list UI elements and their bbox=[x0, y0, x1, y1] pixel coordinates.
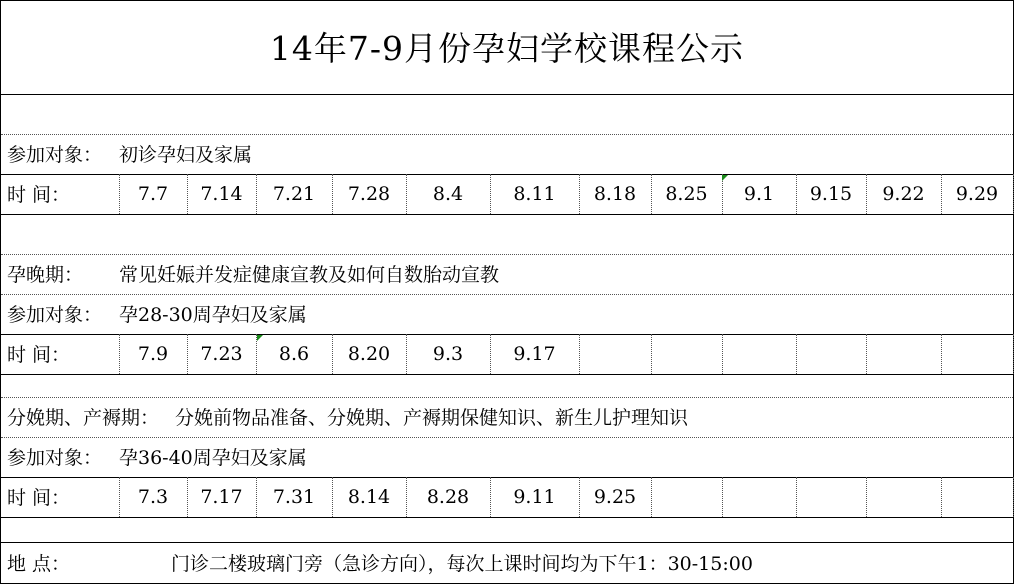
cell-divider bbox=[796, 477, 797, 517]
section3-audience-label: 参加对象： bbox=[7, 447, 103, 469]
row-divider bbox=[1, 374, 1013, 375]
row-divider bbox=[1, 517, 1013, 518]
cell-divider bbox=[722, 477, 723, 517]
date-cell: 8.4 bbox=[432, 183, 464, 205]
date-cell: 8.28 bbox=[426, 486, 470, 508]
date-cell: 7.28 bbox=[347, 183, 391, 205]
comment-marker bbox=[257, 335, 263, 341]
row-divider bbox=[1, 477, 1013, 478]
date-cell: 8.25 bbox=[665, 183, 708, 205]
date-cell: 7.9 bbox=[137, 343, 169, 365]
section2-audience: 孕28-30周孕妇及家属 bbox=[119, 304, 307, 326]
date-cell: 7.31 bbox=[272, 486, 316, 508]
date-cell: 7.17 bbox=[200, 486, 243, 508]
row-divider bbox=[1, 542, 1013, 543]
date-cell: 9.3 bbox=[432, 343, 464, 365]
cell-divider bbox=[579, 334, 580, 374]
cell-divider bbox=[866, 334, 867, 374]
row-divider bbox=[1, 437, 1013, 438]
page-title: 14年7-9月份孕妇学校课程公示 bbox=[269, 29, 745, 68]
date-cell: 7.23 bbox=[200, 343, 243, 365]
date-cell: 8.18 bbox=[593, 183, 637, 205]
section2-stage-label: 孕晚期： bbox=[7, 264, 84, 286]
row-divider bbox=[1, 214, 1013, 215]
date-cell: 9.15 bbox=[809, 183, 853, 205]
cell-divider bbox=[941, 477, 942, 517]
cell-divider bbox=[866, 477, 867, 517]
date-cell: 8.14 bbox=[347, 486, 391, 508]
date-cell: 7.3 bbox=[137, 486, 169, 508]
section3-time-label: 时 间： bbox=[7, 487, 71, 509]
date-cell: 9.29 bbox=[955, 183, 999, 205]
section3-stage-label: 分娩期、产褥期： bbox=[7, 407, 160, 429]
cell-divider bbox=[941, 334, 942, 374]
cell-divider bbox=[796, 334, 797, 374]
date-cell: 9.11 bbox=[513, 486, 556, 508]
row-divider bbox=[1, 254, 1013, 255]
date-cell: 9.1 bbox=[743, 183, 775, 205]
row-divider bbox=[1, 397, 1013, 398]
date-cell: 9.22 bbox=[882, 183, 925, 205]
section1-audience-label: 参加对象： bbox=[7, 144, 103, 166]
section2-topic: 常见妊娠并发症健康宣教及如何自数胎动宣教 bbox=[119, 264, 500, 286]
cell-divider bbox=[722, 334, 723, 374]
date-cell: 7.7 bbox=[137, 183, 169, 205]
row-divider bbox=[1, 134, 1013, 135]
row-divider bbox=[1, 294, 1013, 295]
date-cell: 8.20 bbox=[347, 343, 391, 365]
cell-divider bbox=[651, 477, 652, 517]
location-text: 门诊二楼玻璃门旁（急诊方向），每次上课时间均为下午1：30-15:00 bbox=[171, 553, 753, 575]
date-cell: 9.17 bbox=[513, 343, 556, 365]
section2-audience-label: 参加对象： bbox=[7, 304, 103, 326]
section2-time-label: 时 间： bbox=[7, 344, 71, 366]
section1-time-label: 时 间： bbox=[7, 184, 71, 206]
date-cell: 7.21 bbox=[272, 183, 316, 205]
title-divider bbox=[1, 94, 1013, 95]
date-cell: 8.11 bbox=[513, 183, 556, 205]
section1-audience: 初诊孕妇及家属 bbox=[119, 144, 253, 166]
comment-marker bbox=[722, 175, 728, 181]
date-cell: 8.6 bbox=[278, 343, 310, 365]
cell-divider bbox=[651, 334, 652, 374]
section3-audience: 孕36-40周孕妇及家属 bbox=[119, 447, 307, 469]
row-divider bbox=[1, 334, 1013, 335]
date-cell: 9.25 bbox=[593, 486, 637, 508]
date-cell: 7.14 bbox=[200, 183, 243, 205]
section3-topic: 分娩前物品准备、分娩期、产褥期保健知识、新生儿护理知识 bbox=[175, 407, 689, 429]
row-divider bbox=[1, 174, 1013, 175]
location-label: 地 点： bbox=[7, 553, 71, 575]
